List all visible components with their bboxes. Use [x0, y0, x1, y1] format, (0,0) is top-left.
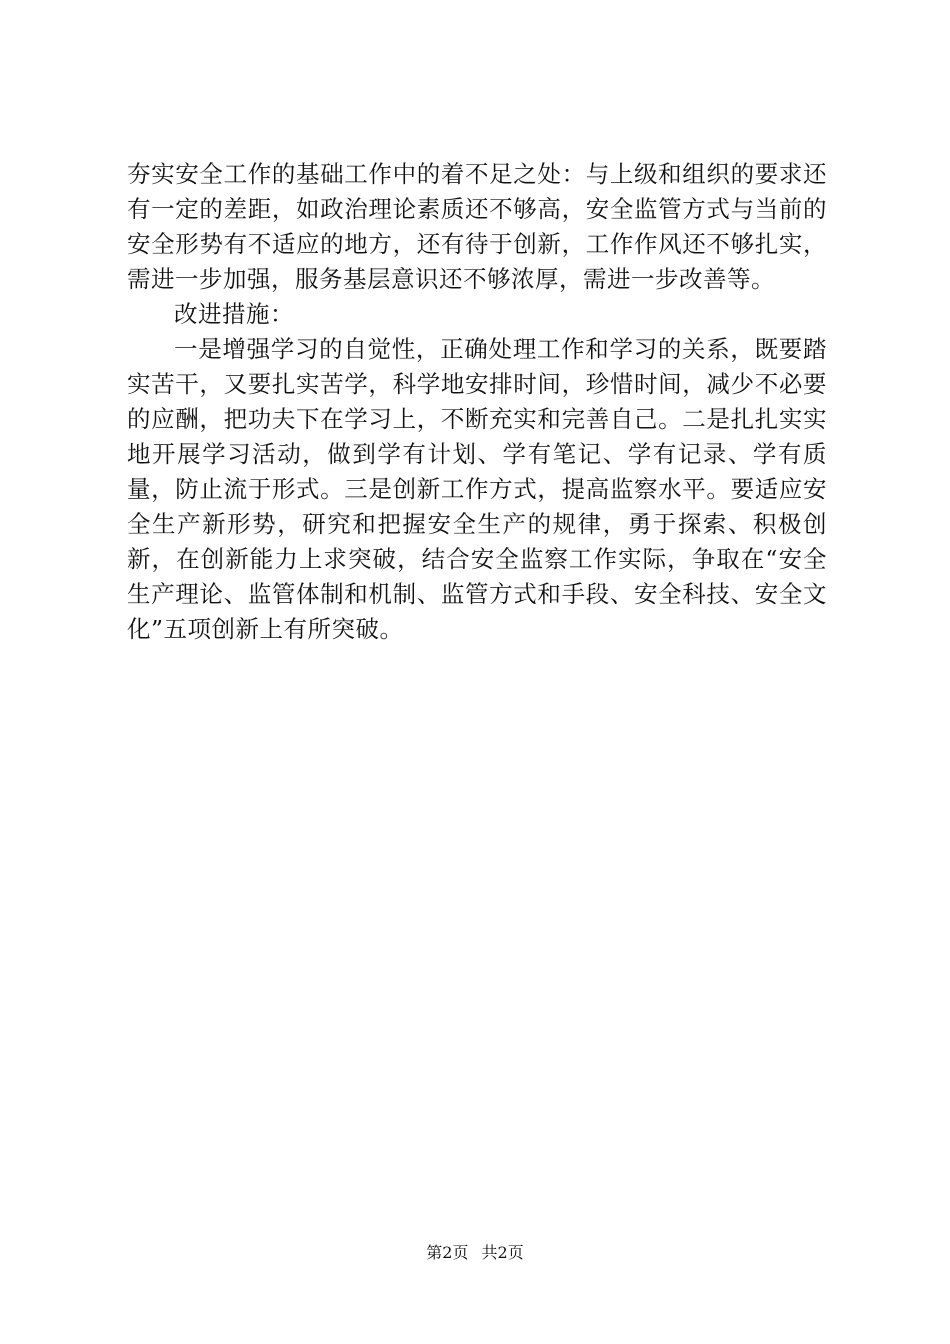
page-footer	[0, 1241, 950, 1265]
paragraph-improvement-heading: 改进措施：	[174, 300, 294, 328]
page-number-total: 共2页	[481, 1243, 524, 1262]
page-number-current: 第2页	[426, 1243, 469, 1262]
paragraph-shortcomings: 夯实安全工作的基础工作中的着不足之处：与上级和组织的要求还有一定的差距，如政治理论素质还不够高，安全监管方式与当前的安全形势有不适应的地方，还有待于创新，工作作风还不够扎实，需进一步加强，服务基层意识还不够浓厚，需进一步改善等。	[127, 160, 827, 293]
paragraph-improvement-measures: 一是增强学习的自觉性，正确处理工作和学习的关系，既要踏实苦干，又要扎实苦学，科学地安排时间，珍惜时间，减少不必要的应酬，把功夫下在学习上，不断充实和完善自己。二是扎扎实实地开展学习活动，做到学有计划、学有笔记、学有记录、学有质量，防止流于形式。三是创新工作方式，提高监察水平。要适应安全生产新形势，研究和把握安全生产的规律，勇于探索、积极创新，在创新能力上求突破，结合安全监察工作实际，争取在“安全生产理论、监管体制和机制、监管方式和手段、安全科技、安全文化”五项创新上有所突破。	[127, 335, 827, 643]
document-body	[127, 157, 827, 647]
